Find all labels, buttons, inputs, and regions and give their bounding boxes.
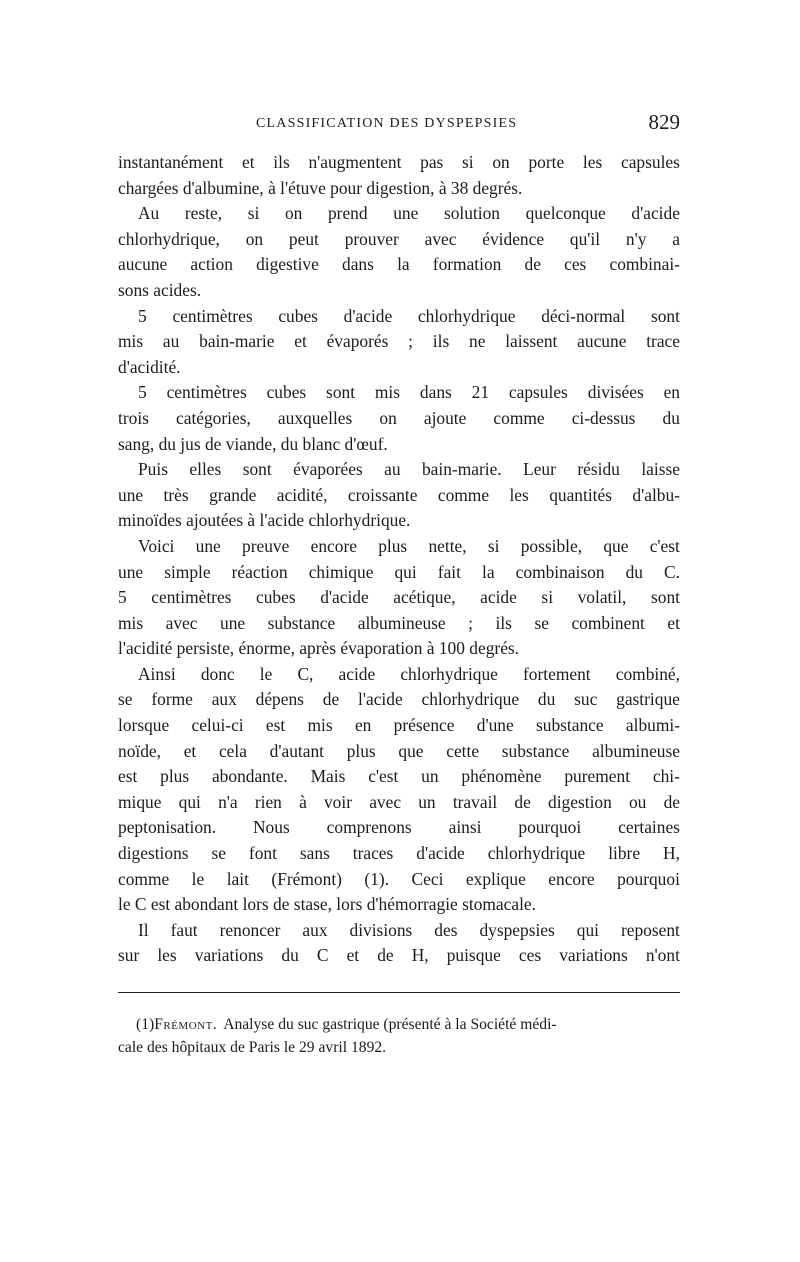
text-line: l'acidité persiste, énorme, après évaporation à 100 degrés. <box>118 638 520 659</box>
text-line: 5 centimètres cubes d'acide acétique, acide si volatil, sont <box>118 587 680 608</box>
footnote-author: Frémont. <box>154 1016 218 1033</box>
footnote-line-1 <box>118 1014 680 1037</box>
body-text <box>118 150 680 969</box>
text-line: Puis elles sont évaporées au bain-marie. Leur résidu laisse <box>138 459 680 480</box>
text-line: trois catégories, auxquelles on ajoute comme ci-dessus du <box>118 407 680 428</box>
footnote-line-2: cale des hôpitaux de Paris le 29 avril 1892. <box>118 1038 387 1056</box>
page-number: 829 <box>648 110 680 134</box>
text-line: Voici une preuve encore plus nette, si possible, que c'est <box>138 535 680 556</box>
text-line: 5 centimètres cubes d'acide chlorhydrique déci-normal sont <box>138 305 680 326</box>
text-line: mis avec une substance albumineuse ; ils se combinent et <box>118 612 680 633</box>
text-line: minoïdes ajoutées à l'acide chlorhydrique. <box>118 510 411 531</box>
text-line: se forme aux dépens de l'acide chlorhydrique du suc gastrique <box>118 689 680 710</box>
text-line: une très grande acidité, croissante comme les quantités d'albu- <box>118 484 680 505</box>
text-line: comme le lait (Frémont) (1). Ceci explique encore pourquoi <box>118 868 680 889</box>
text-line: mis au bain-marie et évaporés ; ils ne laissent aucune trace <box>118 331 680 352</box>
text-line: lorsque celui-ci est mis en présence d'une substance albumi- <box>118 715 680 736</box>
text-line: sang, du jus de viande, du blanc d'œuf. <box>118 433 388 454</box>
text-line: Ainsi donc le C, acide chlorhydrique fortement combiné, <box>138 663 680 684</box>
footnote-rule <box>118 992 680 993</box>
text-line: instantanément et ils n'augmentent pas si on porte les capsules <box>118 152 680 172</box>
text-line: noïde, et cela d'autant plus que cette substance albumineuse <box>118 740 680 761</box>
page-header <box>118 112 680 142</box>
text-line: peptonisation. Nous comprenons ainsi pourquoi certaines <box>118 817 680 838</box>
text-line: Au reste, si on prend une solution quelconque d'acide <box>138 203 680 224</box>
text-line: chargées d'albumine, à l'étuve pour digestion, à 38 degrés. <box>118 177 523 198</box>
footnote-number: (1) <box>136 1016 155 1033</box>
text-line: sur les variations du C et de H, puisque ces variations n'ont <box>118 945 680 966</box>
text-line: est plus abondante. Mais c'est un phénomène purement chi- <box>118 766 680 787</box>
text-line: digestions se font sans traces d'acide chlorhydrique libre H, <box>118 843 680 864</box>
text-line: d'acidité. <box>118 356 181 377</box>
footnote-text: Analyse du suc gastrique (présenté à la Société médi- <box>223 1016 557 1033</box>
text-line: le C est abondant lors de stase, lors d'hémorragie stomacale. <box>118 894 536 915</box>
text-line: chlorhydrique, on peut prouver avec évidence qu'il n'y a <box>118 228 680 249</box>
text-line: Il faut renoncer aux divisions des dyspepsies qui reposent <box>138 919 680 940</box>
text-line: aucune action digestive dans la formation de ces combinai- <box>118 254 680 275</box>
running-title: CLASSIFICATION DES DYSPEPSIES <box>256 116 518 131</box>
text-line: mique qui n'a rien à voir avec un travail de digestion ou de <box>118 791 680 812</box>
text-line: 5 centimètres cubes sont mis dans 21 capsules divisées en <box>138 382 680 403</box>
text-line: sons acides. <box>118 279 202 300</box>
text-line: une simple réaction chimique qui fait la combinaison du C. <box>118 561 680 582</box>
footnote <box>118 1014 680 1059</box>
